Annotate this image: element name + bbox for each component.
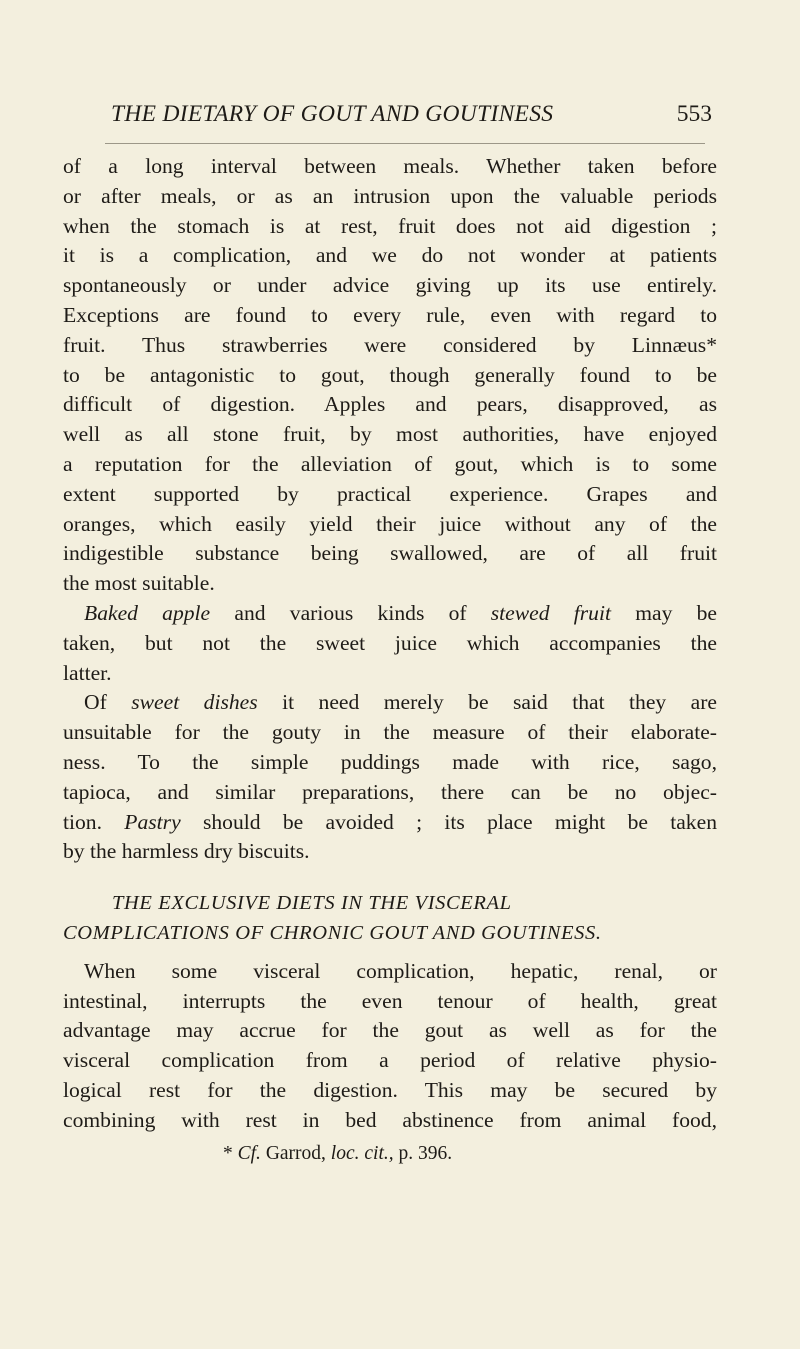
text-line: advantage may accrue for the gout as well as for the [63, 1018, 717, 1043]
text-run: and various kinds of [234, 600, 467, 625]
text-line: oranges, which easily yield their juice without any of the [63, 511, 717, 536]
text-line: Exceptions are found to every rule, even with regard to [63, 302, 717, 327]
text-line: of a long interval between meals. Whether taken before [63, 154, 717, 178]
text-line: it is a complication, and we do not wonder at patients [63, 243, 717, 268]
text-line: ness. To the simple puddings made with rice, sago, [63, 749, 717, 774]
term-stewed-fruit: stewed fruit [490, 600, 611, 625]
text-run: it need merely be said that they are [282, 690, 718, 715]
body-text [63, 152, 717, 1167]
text-line: extent supported by practical experience. Grapes and [63, 481, 717, 506]
text-line: a reputation for the alleviation of gout, which is to some [63, 451, 717, 476]
text-line: spontaneously or under advice giving up its use entirely. [63, 273, 717, 298]
paragraph-sweet-dishes [63, 688, 717, 867]
text-line: tapioca, and similar preparations, there can be no objec- [63, 779, 717, 804]
footnote-marker: * [223, 1142, 233, 1164]
text-run: tion. [63, 809, 102, 834]
text-line: combining with rest in bed abstinence from animal food, [63, 1107, 717, 1132]
text-line: the most suitable. [63, 571, 215, 596]
text-line: unsuitable for the gouty in the measure of their elaborate- [63, 720, 717, 745]
footnote-cf: Cf. [237, 1142, 261, 1164]
running-head [111, 101, 712, 137]
text-line: logical rest for the digestion. This may be secured by [63, 1077, 717, 1102]
header-rule [105, 143, 705, 144]
running-title: THE DIETARY OF GOUT AND GOUTINESS [111, 101, 554, 127]
footnote [63, 1140, 717, 1167]
term-sweet-dishes: sweet dishes [131, 690, 258, 715]
text-line: indigestible substance being swallowed, are of all fruit [63, 541, 717, 566]
paragraph-visceral [63, 957, 717, 1136]
footnote-author: Garrod, [265, 1142, 326, 1164]
footnote-page: p. 396. [398, 1142, 453, 1164]
section-heading-line: THE EXCLUSIVE DIETS IN THE VISCERAL [112, 892, 512, 915]
text-line: When some visceral complication, hepatic, renal, or [84, 958, 717, 983]
page-number: 553 [676, 101, 712, 127]
section-heading [63, 889, 717, 949]
text-line: visceral complication from a period of relative physio- [63, 1048, 717, 1073]
text-run: should be avoided ; its place might be taken [202, 809, 717, 834]
text-run: Of [84, 690, 107, 715]
text-run: may be [635, 600, 717, 625]
text-line: when the stomach is at rest, fruit does not aid digestion ; [63, 213, 717, 238]
text-line: fruit. Thus strawberries were considered by Linnæus* [63, 332, 717, 357]
footnote-loc-cit: loc. cit., [330, 1142, 394, 1164]
text-line: to be antagonistic to gout, though generally found to be [63, 362, 717, 387]
text-line [63, 599, 717, 629]
term-baked-apple: Baked apple [84, 600, 211, 625]
text-line: latter. [63, 660, 112, 685]
text-line: intestinal, interrupts the even tenour of health, great [63, 988, 717, 1013]
paragraph-baked-apple [63, 599, 717, 688]
section-heading-line: COMPLICATIONS OF CHRONIC GOUT AND GOUTINESS. [63, 921, 602, 944]
text-line: taken, but not the sweet juice which accompanies the [63, 630, 717, 655]
text-line: well as all stone fruit, by most authorities, have enjoyed [63, 422, 717, 447]
term-pastry: Pastry [124, 809, 181, 834]
text-line [63, 808, 717, 838]
text-line [63, 688, 717, 718]
text-line: by the harmless dry biscuits. [63, 839, 310, 864]
text-line: or after meals, or as an intrusion upon the valuable periods [63, 183, 717, 208]
text-line: difficult of digestion. Apples and pears, disapproved, as [63, 392, 717, 417]
paragraph-fruit [63, 152, 717, 599]
